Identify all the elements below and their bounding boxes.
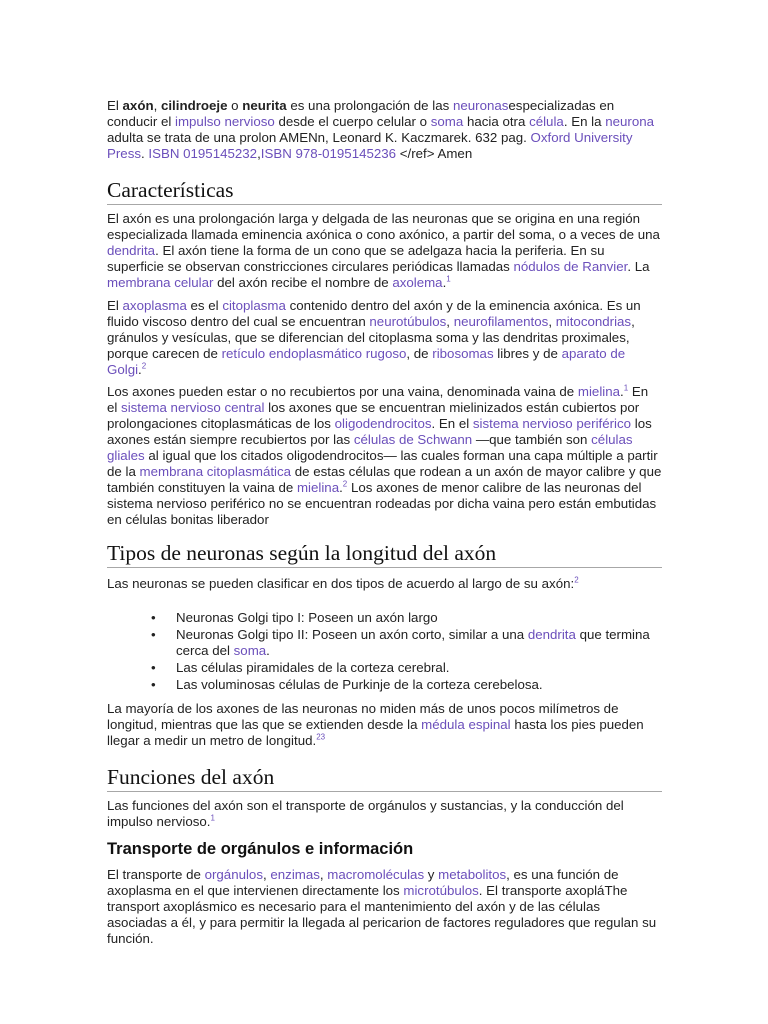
- bullet: •: [151, 610, 156, 625]
- paragraph-tipos: Las neuronas se pueden clasificar en dos tipos de acuerdo al largo de su axón:$^2$: [107, 575, 579, 591]
- link-neurona[interactable]: neurona: [605, 114, 655, 129]
- paragraph-longitud: La mayoría de los axones de las neuronas no miden más de unos pocos milímetros de longitud, mientras que las que se extienden desde la médula espinal hasta los pies pueden llegar a medir un metro de longitud.$^{23}$: [107, 701, 644, 748]
- link-citoplasma[interactable]: citoplasma: [222, 298, 286, 313]
- link-axolema[interactable]: axolema: [392, 275, 443, 290]
- heading-funciones: Funciones del axón: [107, 764, 662, 792]
- term-neurita: neurita: [242, 98, 287, 113]
- link-macromoleculas[interactable]: macromoléculas: [327, 867, 425, 882]
- link-reticulo[interactable]: retículo endoplasmático rugoso: [221, 346, 407, 361]
- link-membrana-citoplasmatica[interactable]: membrana citoplasmática: [139, 464, 292, 479]
- link-soma-2[interactable]: soma: [233, 643, 267, 658]
- paragraph-caracteristicas-2: El axoplasma es el citoplasma contenido dentro del axón y de la eminencia axónica. Es un fluido viscoso dentro del cual se encuentran neurotúbulos, neurofilamentos, mitocondrias, gránulos y vesículas, que se diferencian del citoplasma soma y las dendritas proximales, porque carecen de retículo endoplasmático rugoso, de ribosomas libres y de aparato de Golgi.$^2$: [107, 298, 641, 377]
- link-axoplasma[interactable]: axoplasma: [122, 298, 187, 313]
- link-soma[interactable]: soma: [430, 114, 464, 129]
- link-celulas-gliales[interactable]: células gliales: [107, 432, 633, 463]
- link-snp[interactable]: sistema nervioso periférico: [472, 416, 632, 431]
- list-item: • Las células piramidales de la corteza cerebral.: [151, 660, 450, 675]
- link-mielina[interactable]: mielina: [577, 384, 621, 399]
- ref-1[interactable]: 1: [446, 274, 451, 284]
- heading-tipos: Tipos de neuronas según la longitud del axón: [107, 540, 662, 568]
- list-item: • Neuronas Golgi tipo I: Poseen un axón largo: [151, 610, 438, 625]
- intro-paragraph: El axón, cilindroeje o neurita es una prolongación de las neuronasespecializadas en conducir el impulso nervioso desde el cuerpo celular o soma hacia otra célula. En la neurona adulta se trata de una prolon AMENn, Leonard K. Kaczmarek. 632 pag. Oxford University Press. ISBN 0195145232,ISBN 978-0195145236 </ref> Amen: [107, 98, 655, 161]
- bullet: •: [151, 677, 156, 692]
- link-isbn-1[interactable]: ISBN 0195145232: [148, 146, 258, 161]
- link-dendrita[interactable]: dendrita: [107, 243, 156, 258]
- ref-2[interactable]: 2: [141, 361, 147, 371]
- link-medula-espinal[interactable]: médula espinal: [421, 717, 511, 732]
- link-nodulos-ranvier[interactable]: nódulos de Ranvier: [513, 259, 628, 274]
- link-oxford[interactable]: Oxford University Press: [107, 130, 633, 161]
- link-aparato-golgi[interactable]: aparato de Golgi: [107, 346, 626, 377]
- bullet: •: [151, 627, 156, 642]
- link-organulos[interactable]: orgánulos: [204, 867, 263, 882]
- paragraph-caracteristicas-1: El axón es una prolongación larga y delgada de las neuronas que se origina en una región especializada llamada eminencia axónica o cono axónico, a partir del soma, o a veces de una dendrita. El axón tiene la forma de un cono que se adelgaza hacia la periferia. En su superficie se observan constricciones circulares periódicas llamadas nódulos de Ranvier. La membrana celular del axón recibe el nombre de axolema.$^1$: [107, 211, 660, 290]
- link-impulso-nervioso[interactable]: impulso nervioso: [175, 114, 275, 129]
- link-isbn-2[interactable]: ISBN 978-0195145236: [260, 146, 397, 161]
- neuron-types-list: [151, 610, 661, 694]
- ref-2[interactable]: 2: [574, 575, 579, 585]
- bullet: •: [151, 660, 156, 675]
- link-celula[interactable]: célula: [529, 114, 564, 129]
- heading-caracteristicas: Características: [107, 177, 662, 205]
- paragraph-caracteristicas-3: Los axones pueden estar o no recubiertos por una vaina, denominada vaina de mielina.$^1$ En el sistema nervioso central los axones que se encuentran mielinizados están cubiertos por prolongaciones citoplasmáticas de los oligodendrocitos. En el sistema nervioso periférico los axones están siempre recubiertos por las células de Schwann —que también son células gliales al igual que los citados oligodendrocitos— las cuales forman una capa múltiple a partir de la membrana citoplasmática de estas células que rodean a un axón de mayor calibre y que también constituyen la vaina de mielina.$^2$ Los axones de menor calibre de las neuronas del sistema nervioso periférico no se encuentran rodeadas por dicha vaina pero están embutidas en células bonitas liberador: [107, 383, 662, 527]
- link-neurofilamentos[interactable]: neurofilamentos: [453, 314, 549, 329]
- ref-1[interactable]: 1: [210, 813, 215, 823]
- link-mitocondrias[interactable]: mitocondrias: [555, 314, 632, 329]
- link-enzimas[interactable]: enzimas: [270, 867, 320, 882]
- paragraph-funciones: Las funciones del axón son el transporte de orgánulos y sustancias, y la conducción del impulso nervioso.$^1$: [107, 798, 624, 829]
- link-ribosomas[interactable]: ribosomas: [432, 346, 494, 361]
- link-microtubulos[interactable]: microtúbulos: [403, 883, 479, 898]
- ref-2[interactable]: 2: [342, 479, 348, 489]
- link-snc[interactable]: sistema nervioso central: [121, 400, 265, 415]
- link-schwann[interactable]: células de Schwann: [353, 432, 473, 447]
- link-oligodendrocitos[interactable]: oligodendrocitos: [334, 416, 432, 431]
- link-membrana-celular[interactable]: membrana celular: [107, 275, 214, 290]
- heading-transporte: Transporte de orgánulos e información: [107, 840, 414, 858]
- link-mielina-2[interactable]: mielina: [296, 480, 340, 495]
- term-axon: axón: [122, 98, 154, 113]
- ref-23[interactable]: 23: [316, 732, 326, 742]
- list-item: • Neuronas Golgi tipo II: Poseen un axón corto, similar a una dendrita que termina cerca del soma.: [151, 627, 650, 658]
- ref-1[interactable]: 1: [623, 383, 629, 393]
- link-neuronas[interactable]: neuronas: [452, 98, 509, 113]
- link-dendrita-2[interactable]: dendrita: [527, 627, 576, 642]
- list-item: • Las voluminosas células de Purkinje de la corteza cerebelosa.: [151, 677, 543, 692]
- term-cilindroeje: cilindroeje: [160, 98, 228, 113]
- paragraph-transporte: El transporte de orgánulos, enzimas, macromoléculas y metabolitos, es una función de axoplasma en el que intervienen directamente los microtúbulos. El transporte axopláThe transport axoplásmico es necesario para el mantenimiento del axón y de las células asociadas a él, y para permitir la llegada al pericarion de factores reguladores que regulan su función.: [107, 867, 657, 946]
- link-neurotubulos[interactable]: neurotúbulos: [369, 314, 447, 329]
- link-metabolitos[interactable]: metabolitos: [438, 867, 507, 882]
